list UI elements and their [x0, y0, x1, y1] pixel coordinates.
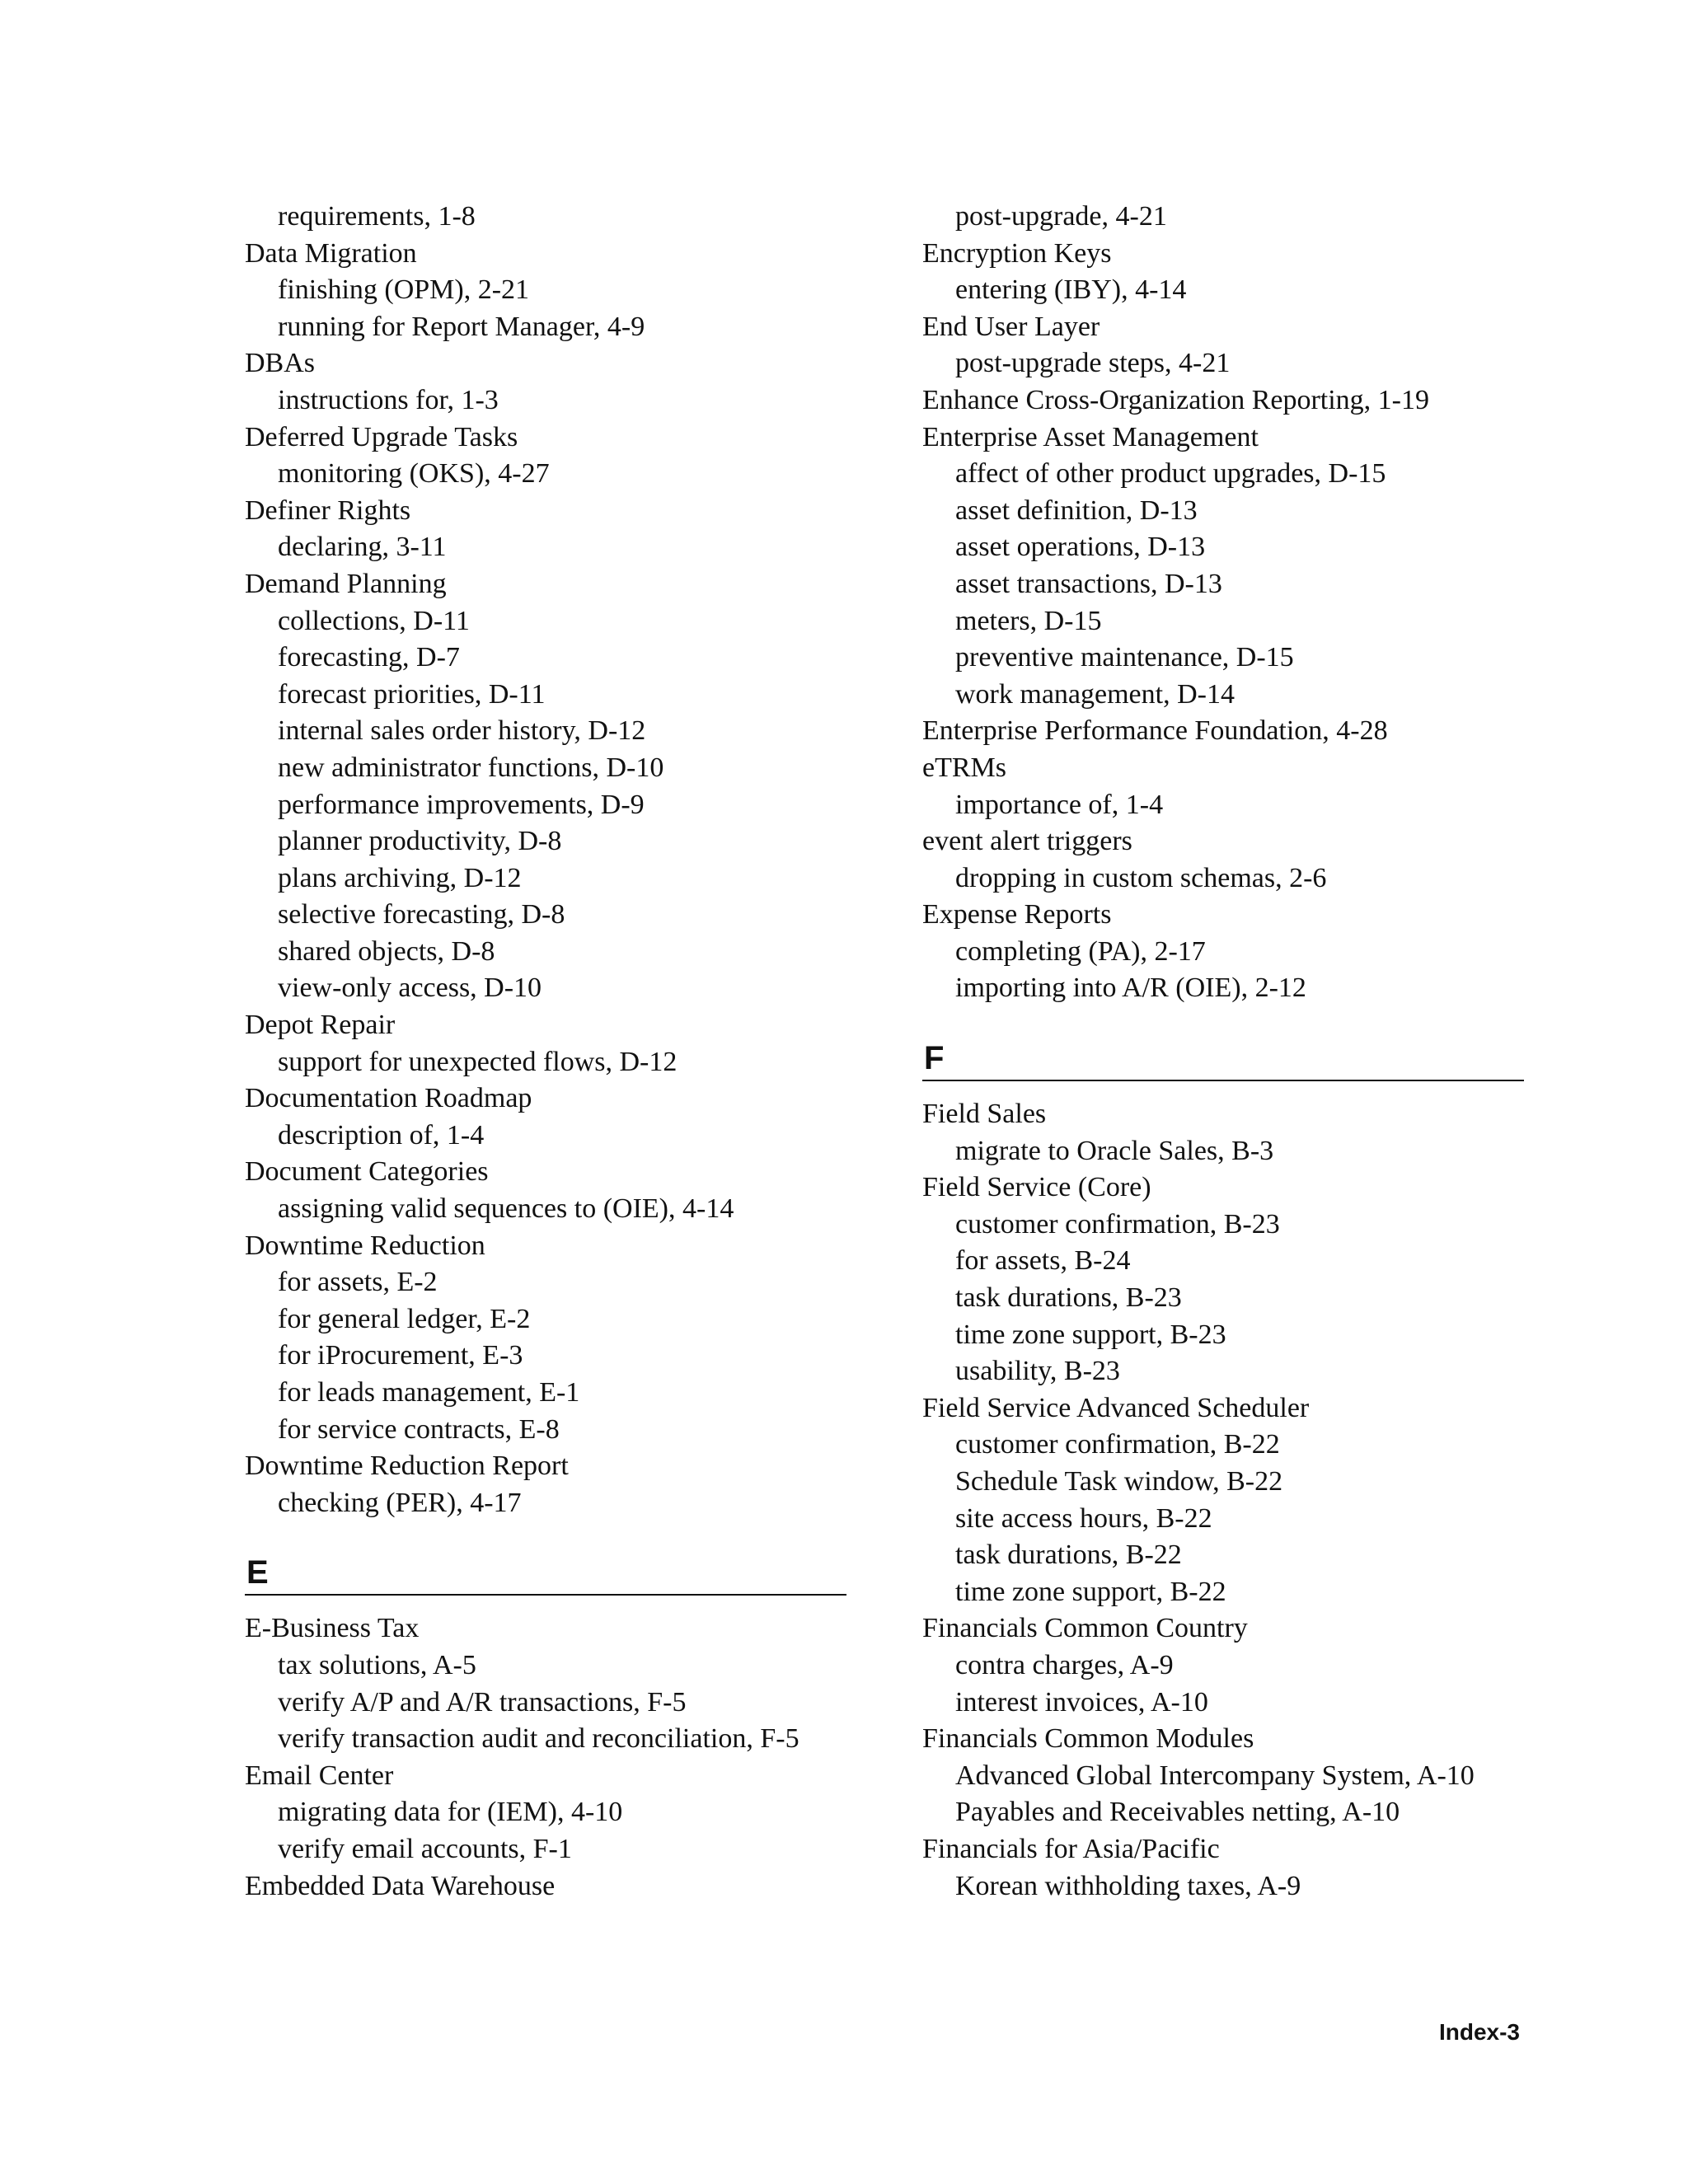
index-entry: Financials for Asia/Pacific [922, 1833, 1220, 1864]
index-subentry: asset operations, D-13 [955, 532, 1206, 563]
index-subentry: verify email accounts, F-1 [278, 1833, 572, 1864]
index-subentry: planner productivity, D-8 [278, 826, 562, 857]
index-entry: Definer Rights [245, 494, 411, 526]
index-subentry: importance of, 1-4 [955, 789, 1164, 820]
index-entry: Encryption Keys [922, 237, 1112, 269]
index-subentry: for general ledger, E-2 [278, 1303, 531, 1334]
index-subentry: shared objects, D-8 [278, 935, 495, 967]
index-subentry: Korean withholding taxes, A-9 [955, 1870, 1301, 1901]
index-entry: Enterprise Asset Management [922, 421, 1259, 452]
index-subentry: completing (PA), 2-17 [955, 935, 1206, 967]
index-entry: Financials Common Modules [922, 1723, 1254, 1755]
index-entry: Downtime Reduction [245, 1230, 485, 1261]
index-subentry: collections, D-11 [278, 605, 470, 636]
index-entry: Downtime Reduction Report [245, 1451, 569, 1482]
index-subentry: verify A/P and A/R transactions, F-5 [278, 1686, 687, 1718]
index-subentry: for service contracts, E-8 [278, 1413, 560, 1445]
index-subentry: view-only access, D-10 [278, 972, 542, 1004]
index-subentry: time zone support, B-22 [955, 1576, 1226, 1607]
index-subentry: affect of other product upgrades, D-15 [955, 458, 1386, 490]
index-entry: Documentation Roadmap [245, 1083, 532, 1114]
index-entry: Expense Reports [922, 899, 1112, 930]
index-subentry: selective forecasting, D-8 [278, 899, 565, 930]
index-entry: Financials Common Country [922, 1613, 1248, 1644]
index-entry: eTRMs [922, 752, 1006, 783]
index-entry: Document Categories [245, 1156, 489, 1188]
index-subentry: task durations, B-23 [955, 1282, 1182, 1314]
index-subentry: for assets, E-2 [278, 1267, 438, 1298]
index-subentry: for iProcurement, E-3 [278, 1340, 523, 1371]
index-subentry: running for Report Manager, 4-9 [278, 311, 645, 342]
index-entry: Demand Planning [245, 568, 447, 599]
index-subentry: for assets, B-24 [955, 1245, 1131, 1277]
index-subentry: forecasting, D-7 [278, 642, 460, 673]
index-subentry: description of, 1-4 [278, 1119, 485, 1151]
index-subentry: asset definition, D-13 [955, 494, 1198, 526]
index-subentry: Advanced Global Intercompany System, A-10 [955, 1760, 1475, 1791]
index-subentry: support for unexpected flows, D-12 [278, 1046, 678, 1077]
index-subentry: for leads management, E-1 [278, 1377, 580, 1408]
index-subentry: new administrator functions, D-10 [278, 752, 664, 783]
index-entry: DBAs [245, 348, 316, 379]
index-subentry: internal sales order history, D-12 [278, 715, 646, 747]
index-entry: Field Service Advanced Scheduler [922, 1392, 1310, 1423]
page-number: Index-3 [1438, 2019, 1520, 2045]
index-subentry: tax solutions, A-5 [278, 1649, 476, 1680]
index-subentry: forecast priorities, D-11 [278, 678, 546, 710]
index-subentry: site access hours, B-22 [955, 1502, 1212, 1534]
index-subentry: instructions for, 1-3 [278, 384, 499, 415]
index-subentry: Payables and Receivables netting, A-10 [955, 1797, 1400, 1828]
index-entry: Data Migration [245, 237, 417, 269]
index-subentry: work management, D-14 [955, 678, 1235, 710]
index-entry: End User Layer [922, 311, 1100, 342]
index-subentry: meters, D-15 [955, 605, 1102, 636]
index-entry: Field Service (Core) [922, 1172, 1151, 1203]
index-entry: Deferred Upgrade Tasks [245, 421, 518, 452]
index-subentry: assigning valid sequences to (OIE), 4-14 [278, 1193, 734, 1225]
index-subentry: monitoring (OKS), 4-27 [278, 458, 550, 490]
index-subentry: time zone support, B-23 [955, 1319, 1226, 1350]
index-subentry: task durations, B-22 [955, 1540, 1182, 1571]
index-entry: Field Sales [922, 1099, 1047, 1130]
index-subentry: importing into A/R (OIE), 2-12 [955, 972, 1306, 1004]
index-column-right [922, 199, 1524, 1905]
index-subentry: checking (PER), 4-17 [278, 1487, 522, 1518]
index-entry: Enterprise Performance Foundation, 4-28 [922, 715, 1388, 747]
index-subentry: plans archiving, D-12 [278, 862, 522, 893]
index-subentry: customer confirmation, B-23 [955, 1208, 1280, 1240]
index-subentry: post-upgrade, 4-21 [955, 201, 1167, 232]
section-heading: E [245, 1551, 846, 1596]
index-entry: Email Center [245, 1760, 394, 1791]
index-subentry: dropping in custom schemas, 2-6 [955, 862, 1327, 893]
index-subentry: Schedule Task window, B-22 [955, 1466, 1283, 1497]
section-heading: F [922, 1037, 1524, 1081]
index-entry: E-Business Tax [245, 1613, 420, 1644]
index-subentry: entering (IBY), 4-14 [955, 274, 1187, 306]
index-subentry: preventive maintenance, D-15 [955, 642, 1294, 673]
index-subentry: migrating data for (IEM), 4-10 [278, 1797, 623, 1828]
index-subentry: performance improvements, D-9 [278, 789, 645, 820]
index-entry: event alert triggers [922, 826, 1132, 857]
index-entry: Enhance Cross-Organization Reporting, 1-19 [922, 384, 1430, 415]
index-subentry: customer confirmation, B-22 [955, 1429, 1280, 1460]
index-entry: Depot Repair [245, 1010, 396, 1041]
index-subentry: interest invoices, A-10 [955, 1686, 1208, 1718]
index-subentry: verify transaction audit and reconciliation, F-5 [278, 1723, 799, 1755]
index-subentry: asset transactions, D-13 [955, 568, 1222, 599]
index-subentry: requirements, 1-8 [278, 201, 476, 232]
index-subentry: usability, B-23 [955, 1356, 1120, 1387]
index-subentry: finishing (OPM), 2-21 [278, 274, 530, 306]
index-subentry: contra charges, A-9 [955, 1649, 1174, 1680]
index-subentry: migrate to Oracle Sales, B-3 [955, 1135, 1274, 1166]
index-column-left [245, 199, 846, 1905]
index-subentry: declaring, 3-11 [278, 532, 447, 563]
index-subentry: post-upgrade steps, 4-21 [955, 348, 1231, 379]
index-entry: Embedded Data Warehouse [245, 1870, 556, 1901]
